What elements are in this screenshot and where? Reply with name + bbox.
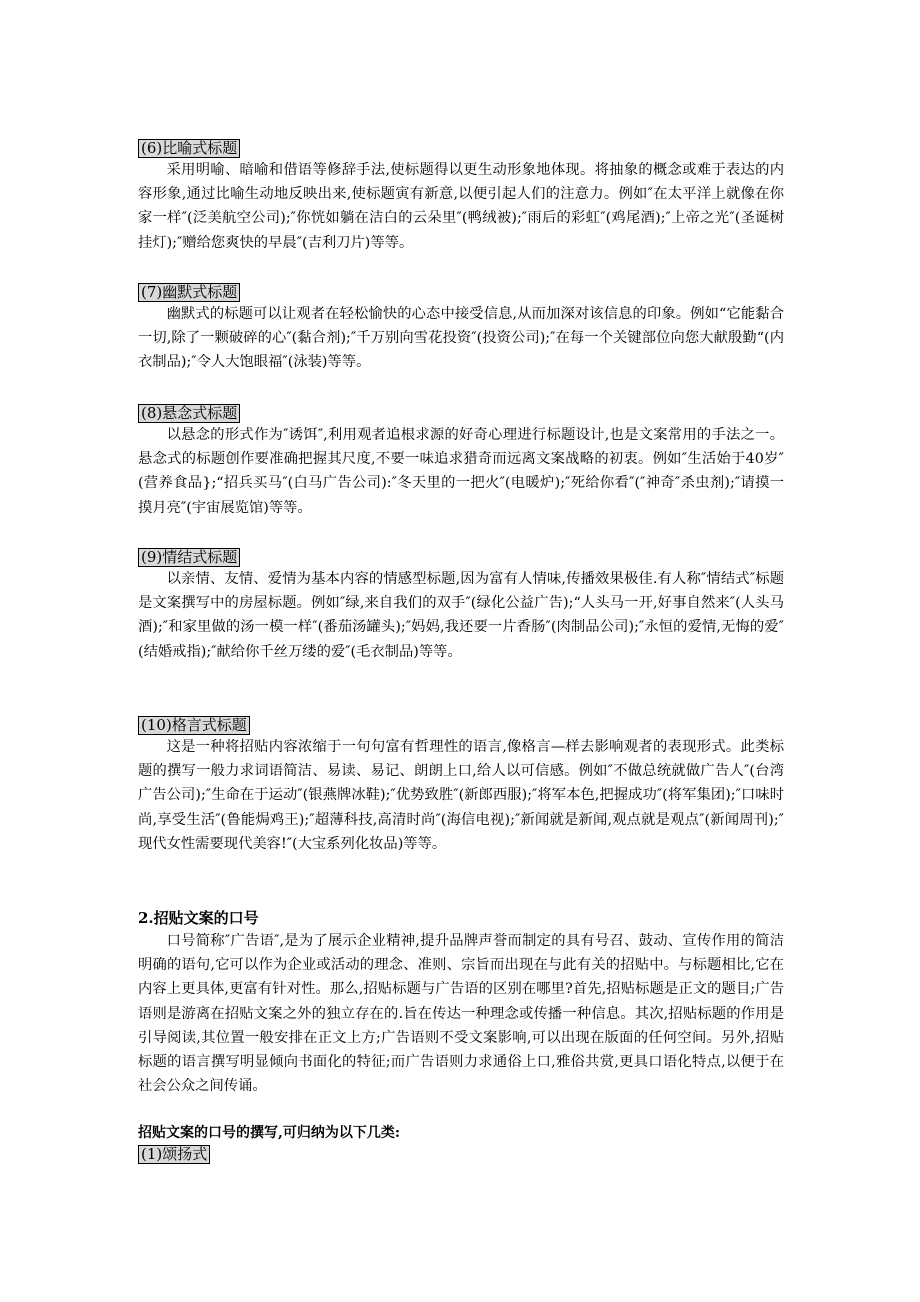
section-maxim (138, 715, 784, 856)
section-label: (7)幽默式标题 (138, 283, 240, 302)
section-label: (8)悬念式标题 (138, 404, 240, 423)
summary-line: 招贴文案的口号的撰写,可归纳为以下几类: (138, 1125, 401, 1141)
subsection-label: (1)颂扬式 (138, 1145, 210, 1164)
section-slogan (138, 907, 784, 1098)
section-body: 以亲情、友情、爱情为基本内容的情感型标题,因为富有人情味,传播效果极佳.有人称″情结式″标题是文案撰写中的房屋标题。例如″绿,来自我们的双手″(绿化公益广告);“人头马一开,好事自然来″(人头马酒);″和家里做的汤一模一样″(番茄汤罐头);″妈妈,我还要一片香肠″(肉制品公司);″永恒的爱情,无悔的爱″(结婚戒指);″献给你千丝万缕的爱″(毛衣制品)等等。 (138, 571, 784, 660)
section-label: (9)情结式标题 (138, 548, 240, 567)
section-body: 这是一种将招贴内容浓缩于一句句富有哲理性的语言,像格言—样去影响观者的表现形式。此类标题的撰写一般力求词语简洁、易读、易记、朗朗上口,给人以可信感。例如″不做总统就做广告人″(台湾广告公司);″生命在于运动″(银燕牌冰鞋);″优势致胜″(新郎西服);″将军本色,把握成功″(将军集团);″口味时尚,享受生活″(鲁能焗鸡王);″超薄科技,高清时尚″(海信电视);″新闻就是新闻,观点就是观点″(新闻周刊);″现代女性需要现代美容!″(大宝系列化妆品)等等。 (138, 739, 784, 852)
section-body: 采用明喻、暗喻和借语等修辞手法,使标题得以更生动形象地体现。将抽象的概念或难于表达的内容形象,通过比喻生动地反映出来,使标题寅有新意,以便引起人们的注意力。例如″在太平洋上就像在你家一样″(泛美航空公司);″你恍如躺在洁白的云朵里″(鸭绒被);″雨后的彩虹″(鸡尾酒);″上帝之光″(圣诞树挂灯);″赠给您爽快的早晨″(吉利刀片)等等。 (138, 162, 784, 251)
summary-block (138, 1122, 784, 1164)
section-body: 以悬念的形式作为″诱饵″,利用观者追根求源的好奇心理进行标题设计,也是文案常用的手法之一。悬念式的标题创作要准确把握其尺度,不要一味追求猎奇而远离文案战略的初衷。例如″生活始于40岁″(营养食品};“招兵买马″(白马广告公司):″冬天里的一把火″(电暖炉);″死给你看″(″神奇″杀虫剂);″请摸一摸月亮″(宇宙展览馆)等等。 (138, 427, 784, 516)
section-body: 幽默式的标题可以让观者在轻松愉快的心态中接受信息,从而加深对该信息的印象。例如“它能黏合一切,除了一颗破碎的心″(黏合剂);″千万别向雪花投资″(投资公司);″在每一个关键部位向您大献殷勤“(内衣制品);″令人大饱眼福″(泳装)等等。 (138, 306, 784, 371)
section-metaphor (138, 138, 784, 255)
section-label: (10)格言式标题 (138, 716, 250, 735)
section-emotion (138, 547, 784, 664)
section-humor (138, 282, 784, 375)
section-suspense (138, 403, 784, 520)
section-heading: 2.招贴文案的口号 (138, 909, 259, 927)
section-body: 口号简称″广告语″,是为了展示企业精神,提升品牌声誉而制定的具有号召、鼓动、宣传作用的简洁明确的语句,它可以作为企业或活动的理念、准则、宗旨而出现在与此有关的招贴中。与标题相比,它在内容上更具体,更富有针对性。那么,招贴标题与广告语的区别在哪里?首先,招贴标题是正文的题目;广告语则是游离在招贴文案之外的独立存在的.旨在传达一种理念或传播一种信息。其次,招贴标题的作用是引导阅读,其位置一般安排在正文上方;广告语则不受文案影响,可以出现在版面的任何空间。另外,招贴标题的语言撰写明显倾向书面化的特征;而广告语则力求通俗上口,雅俗共赏,更具口语化特点,以便于在社会公众之间传诵。 (138, 933, 784, 1095)
section-label: (6)比喻式标题 (138, 139, 240, 158)
